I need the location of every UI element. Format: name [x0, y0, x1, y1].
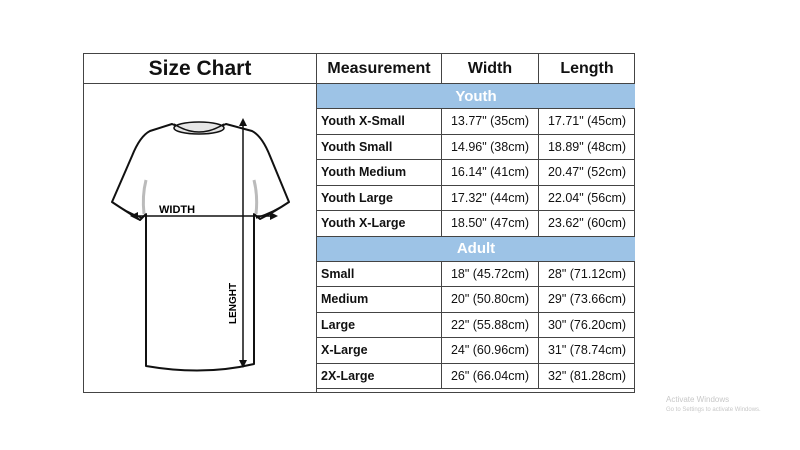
length-value: 23.62" (60cm) [539, 211, 635, 237]
table-row [317, 364, 635, 390]
size-label: 2X-Large [317, 364, 442, 390]
size-label: Youth X-Small [317, 109, 442, 135]
activation-watermark [666, 395, 761, 415]
length-value: 20.47" (52cm) [539, 160, 635, 186]
size-label: Youth Small [317, 135, 442, 161]
width-value: 14.96" (38cm) [442, 135, 539, 161]
size-chart [83, 53, 635, 393]
table-row [317, 135, 635, 161]
width-value: 18" (45.72cm) [442, 262, 539, 288]
size-label: Youth Medium [317, 160, 442, 186]
size-label: X-Large [317, 338, 442, 364]
table-row [317, 109, 635, 135]
length-value: 28" (71.12cm) [539, 262, 635, 288]
length-value: 17.71" (45cm) [539, 109, 635, 135]
length-label: LENGHT [228, 282, 239, 324]
header-length: Length [560, 59, 614, 77]
table-row [317, 287, 635, 313]
table-row [317, 186, 635, 212]
table-row [317, 160, 635, 186]
watermark-subtitle: Go to Settings to activate Windows. [666, 407, 761, 413]
table-row [317, 338, 635, 364]
length-value: 32" (81.28cm) [539, 364, 635, 390]
table-header [317, 54, 635, 84]
size-label: Medium [317, 287, 442, 313]
table-row [317, 211, 635, 237]
width-value: 16.14" (41cm) [442, 160, 539, 186]
header-measurement: Measurement [317, 54, 442, 83]
tshirt-icon [84, 84, 317, 393]
chart-title: Size Chart [84, 54, 317, 84]
watermark-title: Activate Windows [666, 395, 730, 404]
length-value: 29" (73.66cm) [539, 287, 635, 313]
length-value: 31" (78.74cm) [539, 338, 635, 364]
width-value: 17.32" (44cm) [442, 186, 539, 212]
width-value: 18.50" (47cm) [442, 211, 539, 237]
width-value: 26" (66.04cm) [442, 364, 539, 390]
table-row [317, 262, 635, 288]
size-label: Youth Large [317, 186, 442, 212]
length-value: 22.04" (56cm) [539, 186, 635, 212]
length-value: 18.89" (48cm) [539, 135, 635, 161]
width-label: WIDTH [159, 204, 196, 216]
section-adult: Adult [317, 237, 635, 262]
tshirt-diagram [84, 84, 317, 393]
header-width: Width [442, 54, 539, 83]
section-youth: Youth [317, 84, 635, 109]
width-value: 20" (50.80cm) [442, 287, 539, 313]
table-row [317, 313, 635, 339]
size-label: Small [317, 262, 442, 288]
size-table [317, 54, 635, 389]
width-value: 13.77" (35cm) [442, 109, 539, 135]
size-label: Large [317, 313, 442, 339]
width-value: 22" (55.88cm) [442, 313, 539, 339]
size-label: Youth X-Large [317, 211, 442, 237]
length-value: 30" (76.20cm) [539, 313, 635, 339]
width-value: 24" (60.96cm) [442, 338, 539, 364]
